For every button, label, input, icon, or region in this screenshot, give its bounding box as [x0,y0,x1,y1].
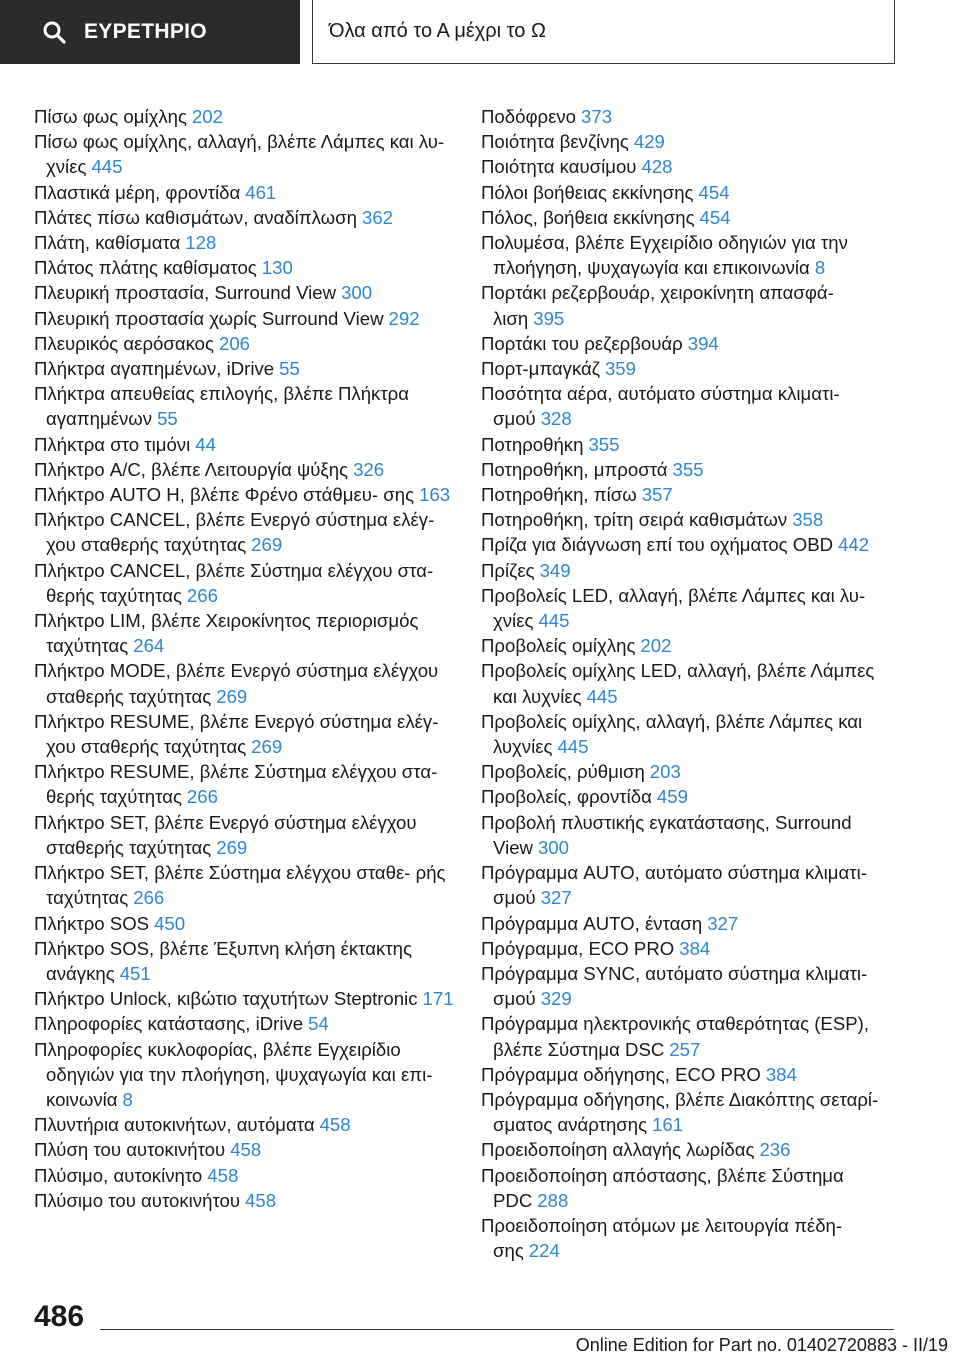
index-entry-text: Πλύση του αυτοκινήτου [34,1139,226,1161]
page-link[interactable]: 373 [581,106,613,127]
index-entry-text: Προβολείς ομίχλης LED, αλλαγή, βλέπε Λάμπες και λυχνίες [481,660,875,707]
page-link[interactable]: 394 [687,332,719,354]
page-link[interactable]: 269 [251,534,283,556]
page-link[interactable]: 266 [186,584,218,606]
index-entry-text: Προβολείς, φροντίδα [481,786,652,808]
search-icon [42,20,66,44]
index-entry [34,205,454,230]
index-entry-text: Πληροφορίες κυκλοφορίας, βλέπε Εγχειρίδιο οδηγιών για την πλοήγηση, ψυχαγωγία και επι‐ κοινωνία [34,1038,433,1110]
index-entry [34,255,454,280]
page-link[interactable]: 454 [699,206,731,228]
page-link[interactable]: 458 [207,1164,239,1186]
index-entry [481,1087,893,1137]
index-entry [34,129,454,179]
page-link[interactable]: 269 [216,685,248,707]
page-link[interactable]: 54 [308,1013,329,1035]
index-entry [481,432,893,457]
index-entry-text: Πληροφορίες κατάστασης, iDrive [34,1013,304,1035]
page-link[interactable]: 55 [279,358,300,380]
index-entry [34,658,454,708]
page-link[interactable]: 362 [361,206,394,228]
page-link[interactable]: 257 [669,1038,701,1060]
page-link[interactable]: 450 [154,912,186,934]
page-link[interactable]: 454 [698,181,730,203]
page-link[interactable]: 202 [191,106,223,127]
index-entry [34,457,454,482]
index-entry-text: Πλήκτρο RESUME, βλέπε Ενεργό σύστημα ελέγ‐ χου σταθερής ταχύτητας [34,710,439,758]
index-entry-text: Πλήκτρα απευθείας επιλογής, βλέπε Πλήκτρα αγαπημένων [34,383,410,430]
index-entry [481,205,893,230]
index-entry-text: Πρόγραμμα οδήγησης, βλέπε Διακόπτης σεταρί‐ σματος ανάρτησης [481,1088,879,1136]
a-to-z-tab-label: Όλα από το Α μέχρι το Ω [329,20,546,42]
index-entry [481,1213,893,1263]
page-link[interactable]: 357 [641,484,673,506]
top-navigation [0,0,960,66]
index-entry-text: Πλήκτρο SET, βλέπε Ενεργό σύστημα ελέγχου σταθερής ταχύτητας [34,811,417,858]
index-entry [34,1037,454,1113]
page-link[interactable]: 384 [679,937,711,959]
page-link[interactable]: 300 [341,282,373,304]
index-entry [34,507,454,557]
index-entry-text: Πλαστικά μέρη, φροντίδα [34,181,241,203]
index-entry-text: Πορτάκι ρεζερβουάρ, χειροκίνητη απασφά‐ λιση [481,282,834,329]
page-link[interactable]: 445 [586,685,618,707]
index-entry [34,810,454,860]
index-entry-text: Πρίζες [481,559,535,581]
index-entry [481,784,893,809]
page-link[interactable]: 269 [251,736,283,758]
index-entry [481,633,893,658]
index-entry-text: Πλήκτρα στο τιμόνι [34,433,191,455]
index-entry [34,986,454,1011]
page-link[interactable]: 355 [672,458,704,480]
index-entry [34,1163,454,1188]
index-entry [481,280,893,330]
page-link[interactable]: 445 [557,736,589,758]
page-link[interactable]: 458 [230,1139,262,1161]
index-entry [481,1137,893,1162]
index-entry-text: Πρόγραμμα AUTO, αυτόματο σύστημα κλιματι‐ σμού [481,862,867,909]
page-link[interactable]: 327 [707,912,739,934]
footer-divider [100,1329,894,1330]
index-entry [34,911,454,936]
index-entry-text: Πλήκτρο SOS [34,912,150,934]
index-entry [481,532,893,557]
index-entry-text: Πρίζα για διάγνωση επί του οχήματος OBD [481,534,834,556]
index-entry-text: Προβολείς, ρύθμιση [481,761,645,783]
page-link[interactable]: 203 [649,761,681,783]
index-entry-text: Πλάτες πίσω καθισμάτων, αναδίπλωση [34,206,357,228]
index-entry [34,558,454,608]
page-link[interactable]: 161 [652,1114,684,1136]
index-entry-text: Πίσω φως ομίχλης, αλλαγή, βλέπε Λάμπες και λυ‐ χνίες [34,131,445,178]
index-entry [34,936,454,986]
index-entry [34,356,454,381]
index-entry-text: Πλευρική προστασία χωρίς Surround View [34,307,384,329]
index-entry-text: Πλήκτρο A/C, βλέπε Λειτουργία ψύξης [34,458,349,480]
index-entry-text: Πλήκτρο RESUME, βλέπε Σύστημα ελέγχου στα‐ θερής ταχύτητας [34,761,438,808]
index-entry [34,381,454,431]
page-number: 486 [34,1300,85,1333]
page-link[interactable]: 355 [588,433,620,455]
index-entry [481,1011,893,1061]
index-entry [481,104,893,129]
page-link[interactable]: 264 [133,635,165,657]
index-entry [481,1163,893,1213]
index-entry [34,759,454,809]
page-link[interactable]: 395 [533,307,565,329]
index-entry [481,658,893,708]
page-link[interactable]: 269 [216,836,248,858]
page-link[interactable]: 171 [422,988,454,1010]
index-entry [34,1137,454,1162]
index-entry [481,961,893,1011]
index-entry [481,482,893,507]
index-entry [34,432,454,457]
index-entry [481,356,893,381]
index-entry-text: Προβολή πλυστικής εγκατάστασης, Surround View [481,811,852,858]
page-link[interactable]: 329 [540,988,572,1010]
index-entry-text: Πρόγραμμα οδήγησης, ECO PRO [481,1063,761,1085]
page-link[interactable]: 326 [353,458,385,480]
index-entry [34,608,454,658]
index-entry-text: Πλήκτρο AUTO H, βλέπε Φρένο στάθμευ‐ σης [34,484,415,506]
index-entry-text: Πορτ-μπαγκάζ [481,358,600,380]
index-entry-text: Ποδόφρενο [481,106,577,127]
index-entry-text: Πλυντήρια αυτοκινήτων, αυτόματα [34,1114,315,1136]
index-column-left [34,104,454,1213]
index-entry [481,180,893,205]
index-entry [34,230,454,255]
index-entry [481,507,893,532]
page-link[interactable]: 359 [604,358,636,380]
index-entry-text: Πλευρική προστασία, Surround View [34,282,337,304]
index-entry [481,558,893,583]
index-entry [34,1011,454,1036]
index-entry [34,1112,454,1137]
page-link[interactable]: 55 [157,408,178,430]
index-column-right [481,104,893,1263]
index-entry [34,280,454,305]
page-link[interactable]: 292 [388,307,420,329]
index-entry-text: Πλάτη, καθίσματα [34,232,181,254]
page-link[interactable]: 300 [537,836,569,858]
page-link[interactable]: 384 [765,1063,797,1085]
footer-edition: Online Edition for Part no. 01402720883 - II/19 [575,1335,948,1355]
page-link[interactable]: 202 [640,635,672,657]
index-entry-text: Πόλοι βοήθειας εκκίνησης [481,181,694,203]
index-entry [481,583,893,633]
page-link[interactable]: 8 [122,1088,133,1110]
index-entry [481,154,893,179]
index-entry-text: Πρόγραμμα ηλεκτρονικής σταθερότητας (ESP), βλέπε Σύστημα DSC [481,1013,869,1060]
index-entry [34,1188,454,1213]
index-entry-text: Προειδοποίηση αλλαγής λωρίδας [481,1139,755,1161]
index-entry [481,759,893,784]
index-entry [481,381,893,431]
page-link[interactable]: 328 [540,408,572,430]
page-link[interactable]: 224 [528,1240,560,1262]
index-tab-label: ΕΥΡΕΤΗΡΙΟ [84,20,207,43]
index-entry-text: Πρόγραμμα AUTO, ένταση [481,912,703,934]
page-link[interactable]: 44 [195,433,216,455]
index-entry [34,482,454,507]
page-link[interactable]: 445 [91,156,123,178]
page-link[interactable]: 451 [119,962,151,984]
page-link[interactable]: 442 [838,534,870,556]
index-entry [481,457,893,482]
index-entry [481,129,893,154]
index-entry [34,709,454,759]
index-entry [34,180,454,205]
index-entry-text: Ποιότητα καυσίμου [481,156,637,178]
page-link[interactable]: 458 [245,1189,277,1211]
index-entry-text: Πόλος, βοήθεια εκκίνησης [481,206,695,228]
page-link[interactable]: 288 [537,1189,569,1211]
index-entry [34,860,454,910]
a-to-z-tab[interactable] [312,0,895,64]
index-entry-text: Προειδοποίηση ατόμων με λειτουργία πέδη‐ σης [481,1214,843,1262]
index-entry-text: Προβολείς ομίχλης [481,635,636,657]
page-link[interactable]: 445 [538,610,570,632]
page-link[interactable]: 459 [656,786,688,808]
index-entry-text: Πλήκτρα αγαπημένων, iDrive [34,358,275,380]
page-link[interactable]: 236 [759,1139,791,1161]
index-entry [481,230,893,280]
index-entry-text: Προβολείς LED, αλλαγή, βλέπε Λάμπες και λυ‐ χνίες [481,584,866,632]
index-entry-text: Πολυμέσα, βλέπε Εγχειρίδιο οδηγιών για την πλοήγηση, ψυχαγωγία και επικοινωνία [481,232,848,279]
index-entry [481,331,893,356]
index-entry-text: Πορτάκι του ρεζερβουάρ [481,332,683,354]
page-link[interactable]: 461 [245,181,277,203]
index-entry-text: Πλήκτρο SOS, βλέπε Έξυπνη κλήση έκτακτης ανάγκης [34,937,412,984]
page-link[interactable]: 349 [539,559,571,581]
index-entry [34,104,454,129]
page-link[interactable]: 266 [133,887,165,909]
index-tab[interactable] [0,0,300,64]
page-link[interactable]: 458 [319,1114,351,1136]
page-link[interactable]: 130 [261,257,293,279]
index-entry [34,331,454,356]
page-link[interactable]: 327 [540,887,572,909]
index-entry [481,1062,893,1087]
index-entry-text: Ποτηροθήκη, πίσω [481,484,637,506]
page-link[interactable]: 128 [185,232,217,254]
page-link[interactable]: 8 [814,257,826,279]
index-entry-text: Πλήκτρο SET, βλέπε Σύστημα ελέγχου σταθε‐ ρής ταχύτητας [34,862,446,909]
index-entry [481,709,893,759]
index-entry-text: Ποσότητα αέρα, αυτόματο σύστημα κλιματι‐ σμού [481,383,840,430]
index-entry-text: Ποτηροθήκη, τρίτη σειρά καθισμάτων [481,509,788,531]
page-link[interactable]: 428 [641,156,673,178]
page-link[interactable]: 358 [792,509,824,531]
index-entry-text: Πλάτος πλάτης καθίσματος [34,257,257,279]
index-entry [481,860,893,910]
index-entry-text: Πλήκτρο CANCEL, βλέπε Σύστημα ελέγχου στα‐ θερής ταχύτητας [34,559,434,606]
index-entry-text: Πρόγραμμα SYNC, αυτόματο σύστημα κλιματι‐ σμού [481,962,868,1010]
index-entry-text: Πίσω φως ομίχλης [34,106,187,127]
index-entry [481,911,893,936]
index-entry-text: Πλήκτρο LIM, βλέπε Χειροκίνητος περιορισμός ταχύτητας [34,610,419,657]
index-entry-text: Πλήκτρο Unlock, κιβώτιο ταχυτήτων Steptronic [34,988,418,1010]
page-link[interactable]: 266 [186,786,218,808]
index-entry [481,810,893,860]
index-entry-text: Προβολείς ομίχλης, αλλαγή, βλέπε Λάμπες και λυχνίες [481,710,863,758]
page-link[interactable]: 163 [419,484,451,506]
index-entry [481,936,893,961]
index-entry-text: Πλήκτρο MODE, βλέπε Ενεργό σύστημα ελέγχου σταθερής ταχύτητας [34,660,439,707]
index-entry-text: Πρόγραμμα, ECO PRO [481,937,675,959]
index-entry-text: Πλευρικός αερόσακος [34,332,214,354]
index-entry-text: Προειδοποίηση απόστασης, βλέπε Σύστημα PDC [481,1164,844,1211]
index-entry-text: Ποιότητα βενζίνης [481,131,629,153]
index-entry-text: Πλύσιμο, αυτοκίνητο [34,1164,203,1186]
page-link[interactable]: 429 [633,131,665,153]
index-entry-text: Πλύσιμο του αυτοκινήτου [34,1189,241,1211]
index-entry-text: Πλήκτρο CANCEL, βλέπε Ενεργό σύστημα ελέγ‐ χου σταθερής ταχύτητας [34,509,435,556]
index-entry-text: Ποτηροθήκη [481,433,584,455]
page-link[interactable]: 206 [218,332,251,354]
index-entry-text: Ποτηροθήκη, μπροστά [481,458,668,480]
index-entry [34,306,454,331]
